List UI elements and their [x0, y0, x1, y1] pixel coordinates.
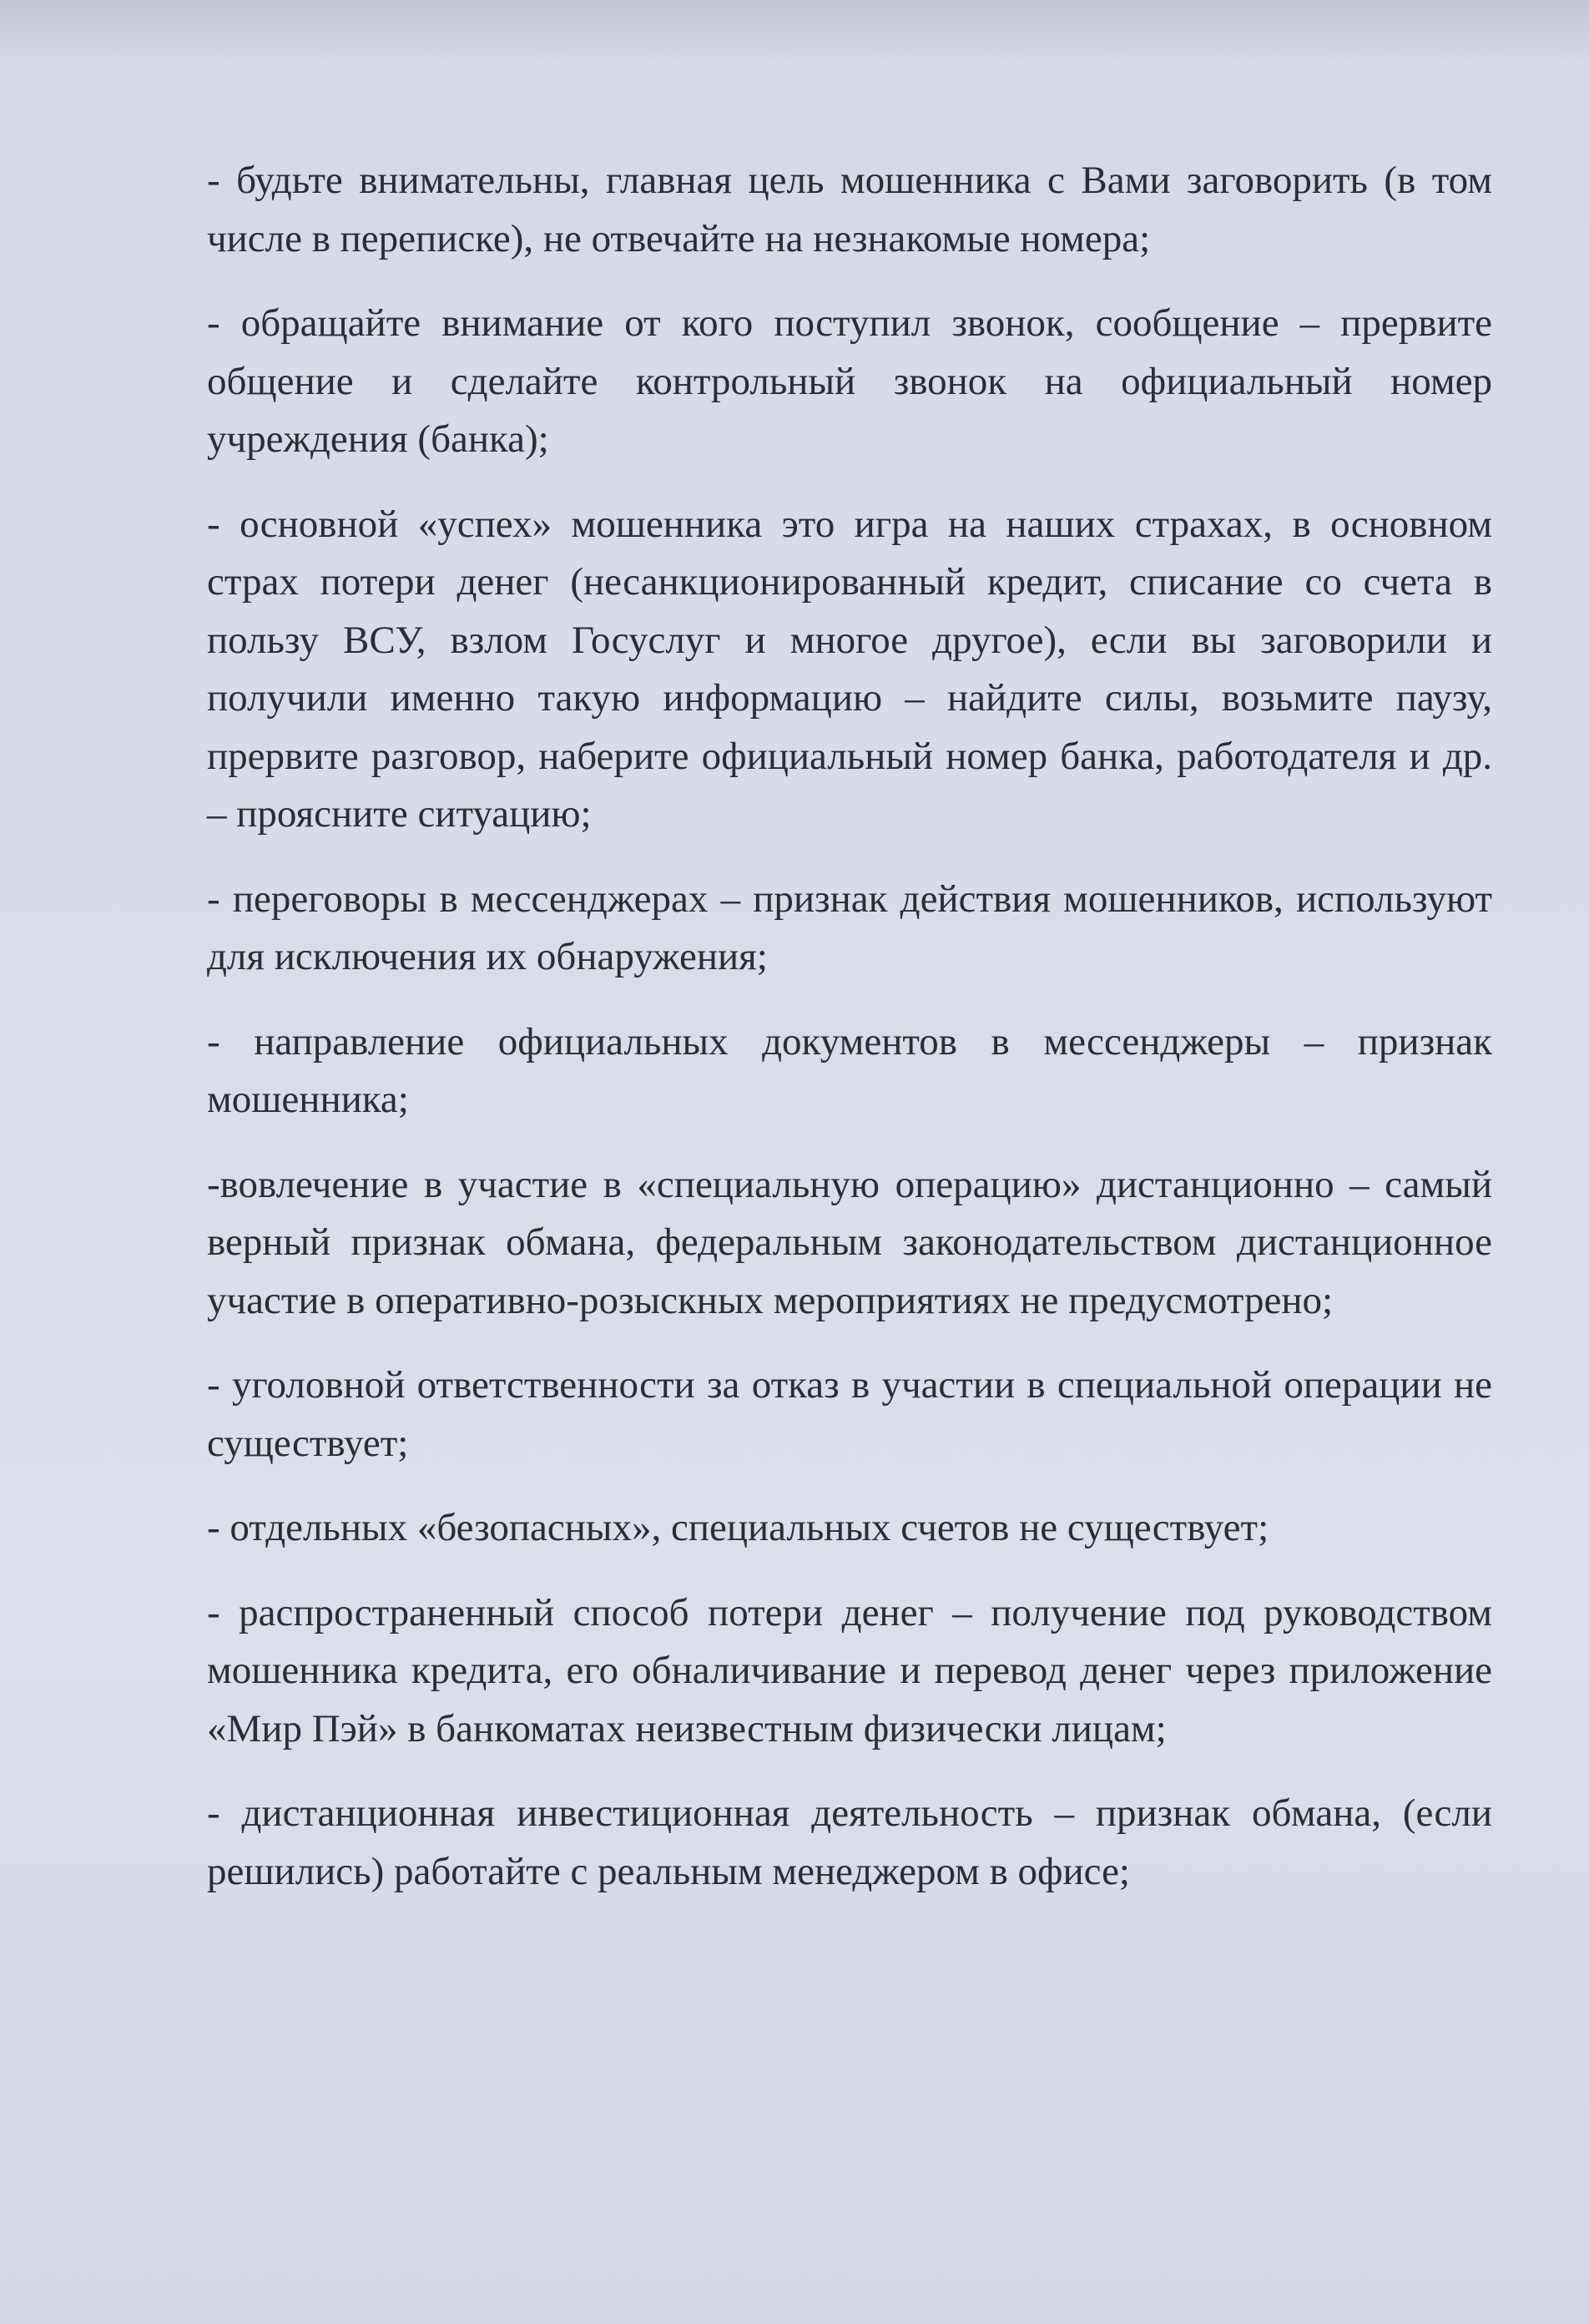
paragraph-4: - переговоры в мессенджерах – признак действия мошенников, используют для исключения их обнаружения;	[207, 877, 1492, 978]
paragraph-8: - отдельных «безопасных», специальных счетов не существует;	[207, 1506, 1269, 1549]
paragraph-1: - будьте внимательны, главная цель мошенника с Вами заговорить (в том числе в переписке), не отвечайте на незнакомые номера;	[207, 159, 1492, 260]
paragraph-10: - дистанционная инвестиционная деятельность – признак обмана, (если решились) работайте с реальным менеджером в офисе;	[207, 1791, 1492, 1893]
document-body	[207, 152, 1492, 1927]
paragraph-3: - основной «успех» мошенника это игра на наших страхах, в основном страх потери денег (несанкционированный кредит, списание со счета в пользу ВСУ, взлом Госуслуг и многое другое), если вы заговорили и получили именно такую информацию – найдите силы, возьмите паузу, прервите разговор, наберите официальный номер банка, работодателя и др. – проясните ситуацию;	[207, 502, 1492, 836]
paragraph-9: - распространенный способ потери денег – получение под руководством мошенника кредита, его обналичивание и перевод денег через приложение «Мир Пэй» в банкоматах неизвестным физически лицам;	[207, 1590, 1492, 1751]
paragraph-2: - обращайте внимание от кого поступил звонок, сообщение – прервите общение и сделайте контрольный звонок на официальный номер учреждения (банка);	[207, 301, 1492, 461]
paragraph-6: -вовлечение в участие в «специальную операцию» дистанционно – самый верный признак обмана, федеральным законодательством дистанционное участие в оперативно-розыскных мероприятиях не предусмотрено;	[207, 1162, 1492, 1322]
paragraph-7: - уголовной ответственности за отказ в участии в специальной операции не существует;	[207, 1363, 1492, 1465]
page-shadow	[0, 0, 1589, 67]
paragraph-5: - направление официальных документов в мессенджеры – признак мошенника;	[207, 1019, 1492, 1121]
